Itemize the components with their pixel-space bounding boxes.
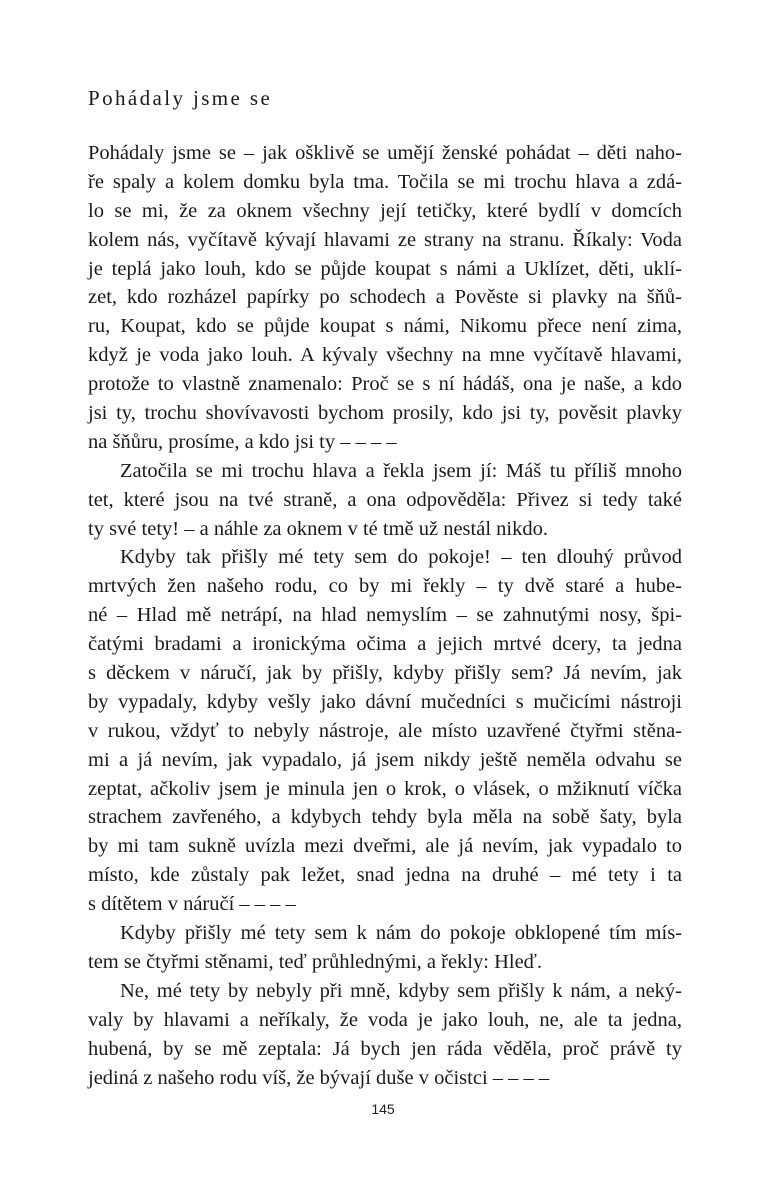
text-line: ru, Koupat, kdo se půjde koupat s námi, Nikomu přece není zima, bbox=[88, 315, 682, 338]
text-line: ře spaly a kolem domku byla tma. Točila se mi trochu hlava a zdá- bbox=[88, 170, 682, 193]
text-line: hubená, by se mě zeptala: Já bych jen ráda věděla, proč právě ty bbox=[88, 1037, 682, 1060]
text-line: v rukou, vždyť to nebyly nástroje, ale místo uzavřené čtyřmi stěna- bbox=[88, 719, 682, 742]
paragraph bbox=[88, 543, 682, 919]
text-line: mrtvých žen našeho rodu, co by mi řekly – ty dvě staré a hube- bbox=[88, 575, 682, 598]
text-line: valy by hlavami a neříkaly, že voda je jako louh, ne, ale ta jedna, bbox=[88, 1008, 682, 1031]
text-line: zeptat, ačkoliv jsem je minula jen o krok, o vlásek, o mžiknutí víčka bbox=[88, 777, 682, 800]
text-line: ty své tety! – a náhle za oknem v té tmě už nestál nikdo. bbox=[88, 517, 548, 540]
text-line: kolem nás, vyčítavě kývají hlavami ze strany na stranu. Říkaly: Voda bbox=[88, 228, 682, 251]
text-line: s dítětem v náručí – – – – bbox=[88, 893, 296, 916]
page-number: 145 bbox=[371, 1101, 395, 1117]
text-line: tem se čtyřmi stěnami, teď průhlednými, a řekly: Hleď. bbox=[88, 950, 543, 973]
paragraph bbox=[88, 919, 682, 977]
text-line: mi a já nevím, jak vypadalo, já jsem nikdy ještě neměla odvahu se bbox=[88, 748, 682, 771]
text-line: jsi ty, trochu shovívavosti bychom prosily, kdo jsi ty, pověsit plavky bbox=[88, 402, 682, 425]
text-line: čatými bradami a ironickýma očima a jejich mrtvé dcery, ta jedna bbox=[88, 633, 682, 656]
text-line: Ne, mé tety by nebyly při mně, kdyby sem přišly k nám, a neký- bbox=[120, 979, 682, 1002]
chapter-body bbox=[88, 139, 682, 1092]
paragraph bbox=[88, 977, 682, 1093]
text-line: tet, které jsou na tvé straně, a ona odpověděla: Přivez si tedy také bbox=[88, 488, 682, 511]
text-line: lo se mi, že za oknem všechny její tetičky, které bydlí v domcích bbox=[88, 199, 682, 222]
text-line: Pohádaly jsme se – jak ošklivě se umějí ženské pohádat – děti naho- bbox=[88, 142, 682, 164]
text-line: né – Hlad mě netrápí, na hlad nemyslím – se zahnutými nosy, špi- bbox=[88, 604, 682, 627]
text-line: Kdyby tak přišly mé tety sem do pokoje! – ten dlouhý průvod bbox=[120, 546, 682, 569]
text-line: když je voda jako louh. A kývaly všechny na mne vyčítavě hlavami, bbox=[88, 344, 682, 367]
chapter-title: Pohádaly jsme se bbox=[88, 86, 273, 110]
text-line: Zatočila se mi trochu hlava a řekla jsem jí: Máš tu příliš mnoho bbox=[120, 459, 682, 482]
text-line: místo, kde zůstaly pak ležet, snad jedna na druhé – mé tety i ta bbox=[88, 864, 682, 887]
text-line: s děckem v náručí, jak by přišly, kdyby přišly sem? Já nevím, jak bbox=[88, 662, 682, 685]
text-line: zet, kdo rozházel papírky po schodech a Pověste si plavky na šňů- bbox=[88, 286, 682, 309]
text-line: na šňůru, prosíme, a kdo jsi ty – – – – bbox=[88, 430, 397, 453]
text-line: Kdyby přišly mé tety sem k nám do pokoje obklopené tím mís- bbox=[120, 922, 682, 945]
text-line: protože to vlastně znamenalo: Proč se s ní hádáš, ona je naše, a kdo bbox=[88, 373, 682, 396]
text-line: je teplá jako louh, kdo se půjde koupat s námi a Uklízet, děti, uklí- bbox=[88, 257, 682, 280]
text-line: by mi tam sukně uvízla mezi dveřmi, ale já nevím, jak vypadalo to bbox=[88, 835, 682, 858]
paragraph bbox=[88, 457, 682, 544]
text-line: jediná z našeho rodu víš, že bývají duše v očistci – – – – bbox=[88, 1066, 550, 1089]
paragraph bbox=[88, 139, 682, 457]
text-line: strachem zavřeného, a kdybych tehdy byla měla na sobě šaty, byla bbox=[88, 806, 682, 829]
text-line: by vypadaly, kdyby vešly jako dávní mučedníci s mučicími nástroji bbox=[88, 690, 682, 713]
